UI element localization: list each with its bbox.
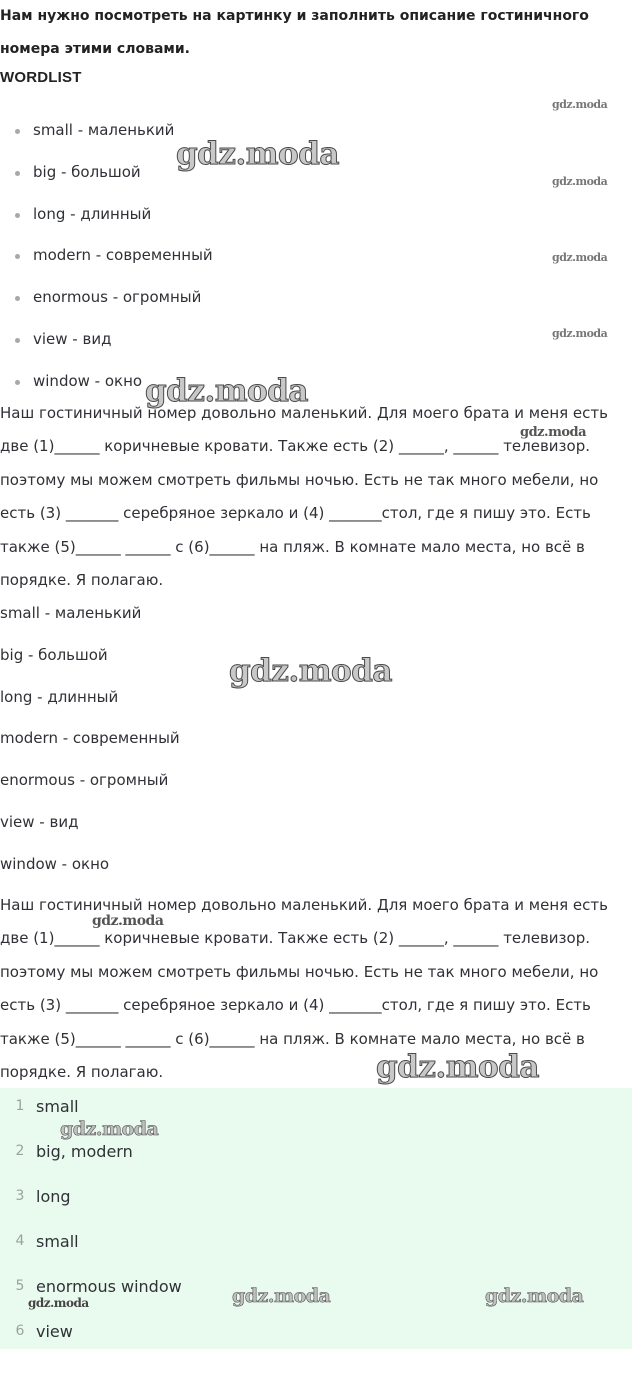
fill-in-paragraph: Наш гостиничный номер довольно маленький. Для моего брата и меня есть две (1)______ коричневые кровати. Также есть (2) ______, ______ телевизор. поэтому мы можем смотреть фильмы ночью. Есть не так много мебели, но есть (3) _______ серебряное зеркало и (4) _______стол, где я пишу это. Есть также (5)______ ______ с (6)______ на пляж. В комнате мало места, но всё в порядке. Я полагаю. bbox=[0, 404, 608, 590]
watermark: gdz.moda bbox=[552, 251, 608, 264]
watermark: gdz.moda bbox=[60, 1118, 159, 1140]
watermark: gdz.moda bbox=[552, 327, 608, 340]
list-item: window - окно bbox=[0, 361, 213, 403]
watermark: gdz.moda bbox=[28, 1296, 89, 1310]
bullet-icon bbox=[15, 129, 20, 134]
list-item: enormous - огромный bbox=[0, 277, 213, 319]
task-text: Нам нужно посмотреть на картинку и заполнить описание гостиничного номера этими словами. bbox=[0, 8, 589, 57]
answer-number: 5 bbox=[15, 1278, 25, 1294]
answer-number: 3 bbox=[15, 1188, 25, 1204]
list-item: long - длинный bbox=[0, 687, 119, 706]
bullet-icon bbox=[15, 338, 20, 343]
watermark: gdz.moda bbox=[520, 425, 587, 440]
watermark: gdz.moda bbox=[232, 1285, 331, 1307]
watermark: gdz.moda bbox=[92, 913, 164, 929]
fill-in-paragraph-repeat: Наш гостиничный номер довольно маленький. Для моего брата и меня есть две (1)______ коричневые кровати. Также есть (2) ______, ______ телевизор. поэтому мы можем смотреть фильмы ночью. Есть не так много мебели, но есть (3) _______ серебряное зеркало и (4) _______стол, где я пишу это. Есть также (5)______ ______ с (6)______ на пляж. В комнате мало места, но всё в порядке. Я полагаю. bbox=[0, 896, 608, 1082]
list-item: enormous - огромный bbox=[0, 771, 169, 790]
list-item: small - маленький bbox=[0, 604, 142, 622]
answer-text: enormous window bbox=[36, 1277, 182, 1296]
answer-text: small bbox=[36, 1232, 79, 1251]
wordlist-heading: WORDLIST bbox=[0, 69, 82, 86]
watermark: gdz.moda bbox=[145, 373, 308, 409]
watermark: gdz.moda bbox=[229, 653, 392, 689]
answer-row bbox=[0, 1178, 632, 1223]
bullet-icon bbox=[15, 254, 20, 259]
list-item: big - большой bbox=[0, 152, 213, 194]
answer-text: small bbox=[36, 1097, 79, 1116]
watermark: gdz.moda bbox=[176, 136, 339, 172]
bullet-icon bbox=[15, 213, 20, 218]
answer-number: 6 bbox=[15, 1323, 25, 1339]
wordlist-plain bbox=[0, 593, 180, 886]
answer-number: 4 bbox=[15, 1233, 25, 1249]
watermark: gdz.moda bbox=[552, 175, 608, 188]
watermark: gdz.moda bbox=[376, 1049, 539, 1085]
watermark: gdz.moda bbox=[485, 1285, 584, 1307]
answer-row bbox=[0, 1313, 632, 1358]
bullet-icon bbox=[15, 380, 20, 385]
bullet-icon bbox=[15, 296, 20, 301]
answer-number: 2 bbox=[15, 1143, 25, 1159]
list-item: window - окно bbox=[0, 854, 110, 873]
answer-text: view bbox=[36, 1322, 73, 1341]
answer-row bbox=[0, 1223, 632, 1268]
answer-number: 1 bbox=[15, 1098, 25, 1114]
watermark: gdz.moda bbox=[552, 98, 608, 111]
list-item: long - длинный bbox=[0, 194, 213, 236]
list-item: modern - современный bbox=[0, 235, 213, 277]
answer-text: long bbox=[36, 1187, 71, 1206]
list-item: modern - современный bbox=[0, 729, 180, 748]
list-item: view - вид bbox=[0, 812, 79, 831]
bullet-icon bbox=[15, 171, 20, 176]
answer-text: big, modern bbox=[36, 1142, 133, 1161]
list-item: view - вид bbox=[0, 319, 213, 361]
list-item: big - большой bbox=[0, 645, 108, 664]
list-item: small - маленький bbox=[0, 110, 213, 152]
